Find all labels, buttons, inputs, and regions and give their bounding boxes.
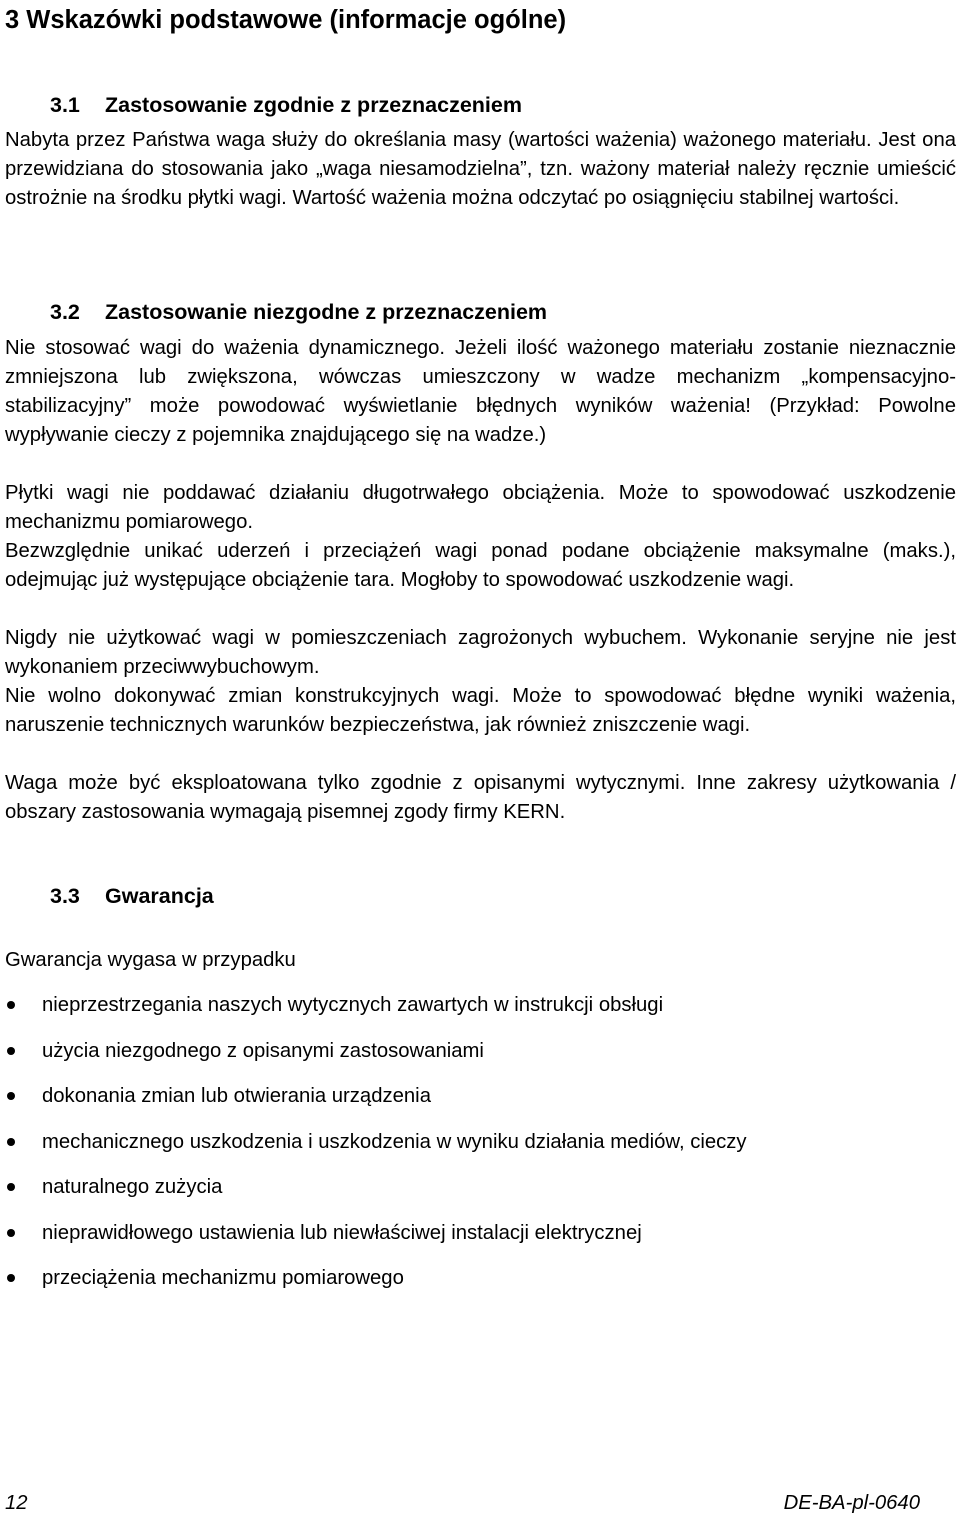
chapter-title: 3 Wskazówki podstawowe (informacje ogólne) (5, 6, 567, 34)
bullet-icon (7, 1274, 15, 1282)
bullet-icon (7, 1229, 15, 1237)
section-heading-3-1 (50, 90, 522, 120)
section-number: 3.3 (50, 884, 80, 908)
paragraph-modifications: Nie wolno dokonywać zmian konstrukcyjnych wagi. Może to spowodować błędne wyniki ważenia, naruszenie technicznych warunków bezpieczeństwa, jak również zniszczenie wagi. (5, 685, 956, 736)
paragraph-overload: Bezwzględnie unikać uderzeń i przeciążeń wagi ponad podane obciążenie maksymalne (maks.), odejmując już występujące obciążenie tara. Mogłoby to spowodować uszkodzenie wagi. (5, 540, 956, 591)
section-heading-3-3 (50, 881, 214, 911)
paragraph-permitted-use: Waga może być eksploatowana tylko zgodnie z opisanymi wytycznymi. Inne zakresy użytkowania / obszary zastosowania wymagają pisemnej zgody firmy KERN. (5, 772, 956, 823)
section-heading-3-2 (50, 297, 547, 327)
paragraph-intended-use: Nabyta przez Państwa waga służy do określania masy (wartości ważenia) ważonego materiału. Jest ona przewidziana do stosowania jako „waga niesamodzielna”, tzn. ważony materiał należy ręcznie umieścić ostrożnie na środku płytki wagi. Wartość ważenia można odczytać po osiągnięciu stabilnej wartości. (5, 129, 956, 209)
paragraph-explosion: Nigdy nie użytkować wagi w pomieszczeniach zagrożonych wybuchem. Wykonanie seryjne nie jest wykonaniem przeciwwybuchowym. (5, 627, 956, 678)
section-title: Gwarancja (105, 884, 214, 908)
section-number: 3.2 (50, 300, 80, 324)
list-item-text: naturalnego zużycia (42, 1176, 223, 1198)
list-item-text: użycia niezgodnego z opisanymi zastosowaniami (42, 1039, 484, 1062)
page-number: 12 (5, 1492, 28, 1514)
list-item-text: dokonania zmian lub otwierania urządzenia (42, 1085, 431, 1107)
bullet-icon (7, 1138, 15, 1146)
paragraph-long-load: Płytki wagi nie poddawać działaniu długotrwałego obciążenia. Może to spowodować uszkodzenie mechanizmu pomiarowego. (5, 482, 956, 533)
bullet-icon (7, 1001, 15, 1009)
section-title: Zastosowanie niezgodne z przeznaczeniem (105, 300, 548, 324)
warranty-intro: Gwarancja wygasa w przypadku (5, 949, 296, 971)
document-code: DE-BA-pl-0640 (783, 1492, 920, 1514)
list-item-text: przeciążenia mechanizmu pomiarowego (42, 1267, 404, 1289)
bullet-icon (7, 1183, 15, 1191)
paragraph-dynamic-weighing: Nie stosować wagi do ważenia dynamicznego. Jeżeli ilość ważonego materiału zostanie nieznacznie zmniejszona lub zwiększona, wówczas umieszczony w wadze mechanizm „kompensacyjno-stabilizacyjny” może powodować wyświetlanie błędnych wyników ważenia! (Przykład: Powolne wypływanie cieczy z pojemnika znajdującego się na wadze.) (5, 337, 956, 446)
section-title: Zastosowanie zgodnie z przeznaczeniem (105, 93, 522, 117)
section-number: 3.1 (50, 93, 80, 117)
bullet-icon (7, 1047, 15, 1055)
bullet-icon (7, 1092, 15, 1100)
list-item-text: nieprzestrzegania naszych wytycznych zawartych w instrukcji obsługi (42, 994, 664, 1016)
list-item-text: nieprawidłowego ustawienia lub niewłaściwej instalacji elektrycznej (42, 1221, 642, 1244)
list-item-text: mechanicznego uszkodzenia i uszkodzenia w wyniku działania mediów, cieczy (42, 1130, 747, 1153)
